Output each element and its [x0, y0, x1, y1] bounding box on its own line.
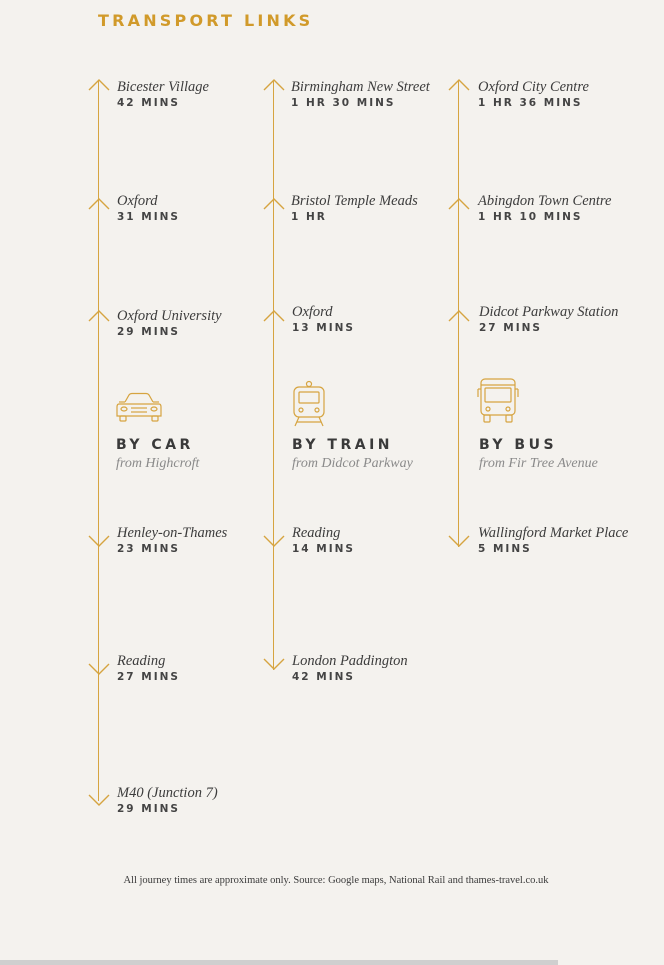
down-arrow-icon — [263, 658, 285, 670]
car-timeline-line — [98, 80, 99, 801]
page-title: TRANSPORT LINKS — [98, 11, 314, 30]
mode-label: BY TRAIN — [292, 437, 394, 453]
destination-time: 29 MINS — [117, 803, 180, 815]
bus-icon — [477, 378, 519, 424]
horizontal-scrollbar[interactable] — [0, 960, 558, 965]
destination-time: 1 HR — [291, 211, 327, 223]
down-arrow-icon — [448, 535, 470, 547]
destination-name: M40 (Junction 7) — [117, 785, 218, 801]
destination-item — [479, 304, 654, 336]
destination-time: 1 HR 30 MINS — [291, 97, 396, 109]
up-arrow-icon — [88, 310, 110, 322]
destination-item — [292, 304, 467, 336]
destination-time: 42 MINS — [292, 671, 355, 683]
destination-time: 1 HR 10 MINS — [478, 211, 583, 223]
destination-time: 29 MINS — [117, 326, 180, 338]
destination-name: London Paddington — [292, 653, 408, 669]
destination-name: Henley-on-Thames — [117, 525, 228, 541]
mode-origin: from Highcroft — [116, 456, 200, 471]
destination-item — [117, 785, 292, 817]
destination-name: Oxford — [117, 193, 158, 209]
destination-item — [478, 525, 653, 557]
destination-name: Bicester Village — [117, 79, 209, 95]
destination-time: 13 MINS — [292, 322, 355, 334]
destination-name: Reading — [117, 653, 166, 669]
train-timeline-line — [273, 80, 274, 670]
up-arrow-icon — [448, 79, 470, 91]
destination-name: Wallingford Market Place — [478, 525, 629, 541]
destination-time: 42 MINS — [117, 97, 180, 109]
destination-name: Abingdon Town Centre — [478, 193, 612, 209]
destination-name: Reading — [292, 525, 341, 541]
up-arrow-icon — [448, 198, 470, 210]
up-arrow-icon — [263, 310, 285, 322]
destination-item — [478, 193, 653, 225]
down-arrow-icon — [88, 535, 110, 547]
up-arrow-icon — [448, 310, 470, 322]
destination-name: Oxford — [292, 304, 333, 320]
destination-name: Oxford City Centre — [478, 79, 589, 95]
destination-time: 14 MINS — [292, 543, 355, 555]
footnote: All journey times are approximate only. Source: Google maps, National Rail and thames-travel.co.uk — [123, 875, 549, 886]
destination-time: 27 MINS — [117, 671, 180, 683]
down-arrow-icon — [88, 794, 110, 806]
down-arrow-icon — [88, 663, 110, 675]
destination-name: Birmingham New Street — [291, 79, 430, 95]
destination-time: 31 MINS — [117, 211, 180, 223]
train-icon — [292, 380, 326, 428]
mode-label: BY BUS — [479, 437, 558, 453]
down-arrow-icon — [263, 535, 285, 547]
mode-origin: from Didcot Parkway — [292, 456, 413, 471]
destination-item — [292, 653, 467, 685]
destination-time: 5 MINS — [478, 543, 532, 555]
destination-item — [291, 79, 466, 111]
destination-time: 23 MINS — [117, 543, 180, 555]
destination-item — [478, 79, 653, 111]
destination-item — [291, 193, 466, 225]
destination-name: Didcot Parkway Station — [479, 304, 619, 320]
destination-name: Bristol Temple Meads — [291, 193, 418, 209]
destination-time: 27 MINS — [479, 322, 542, 334]
up-arrow-icon — [88, 198, 110, 210]
mode-origin: from Fir Tree Avenue — [479, 456, 598, 471]
destination-time: 1 HR 36 MINS — [478, 97, 583, 109]
destination-name: Oxford University — [117, 308, 222, 324]
mode-label: BY CAR — [116, 437, 194, 453]
up-arrow-icon — [263, 198, 285, 210]
car-icon — [116, 392, 162, 424]
destination-item — [292, 525, 467, 557]
up-arrow-icon — [88, 79, 110, 91]
up-arrow-icon — [263, 79, 285, 91]
